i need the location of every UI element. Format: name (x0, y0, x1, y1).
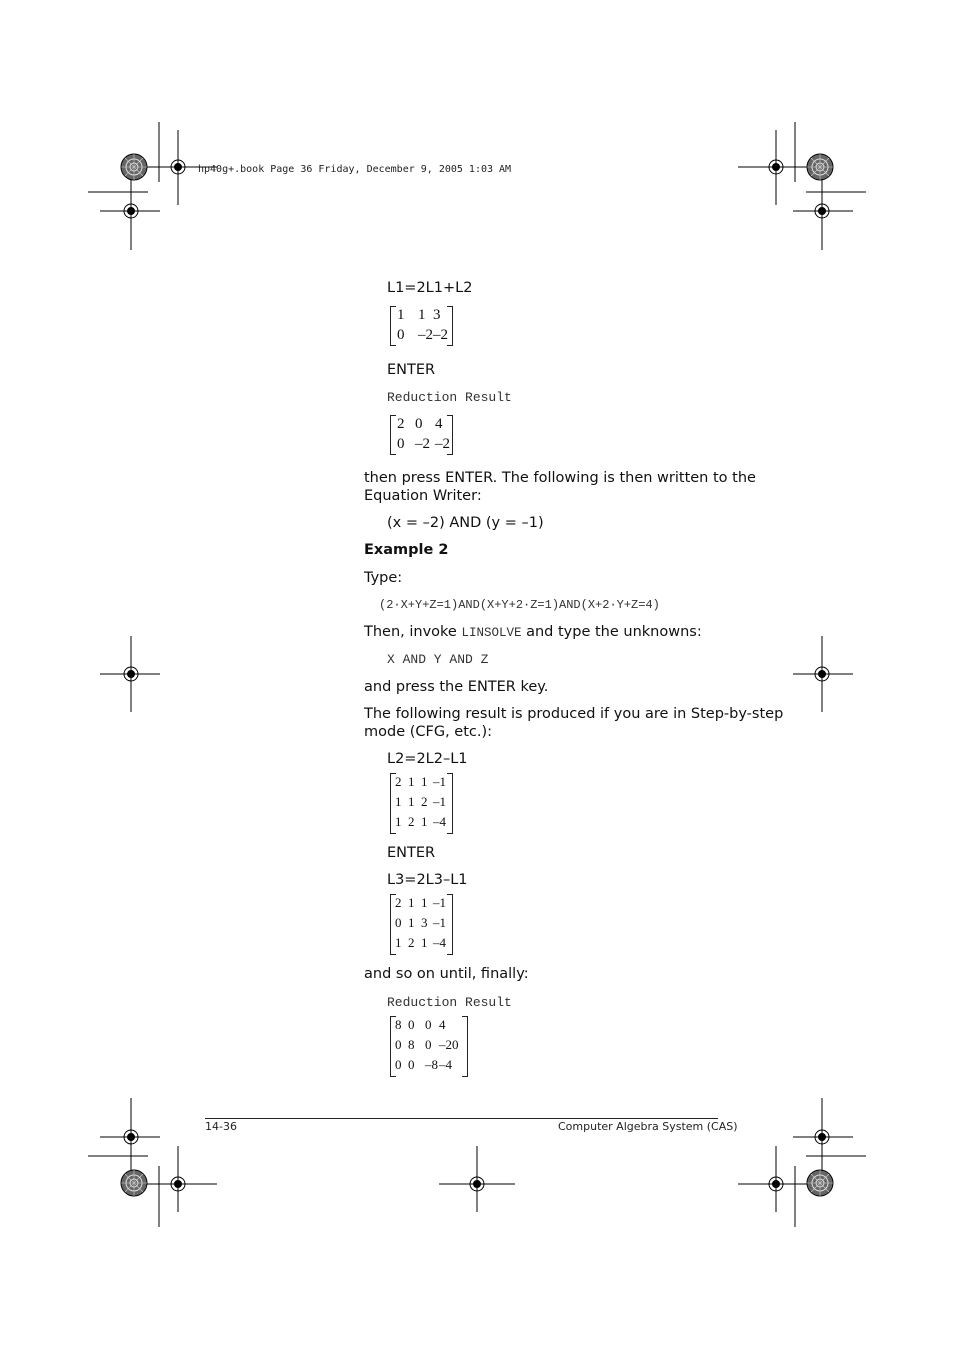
matrix-cell: 0 (397, 436, 405, 452)
para-then-line-1: then press ENTER. The following is then written to the (364, 470, 756, 486)
reduction-result-1: Reduction Result (387, 390, 512, 405)
matrix-cell: 1 (395, 935, 402, 950)
matrix-row (391, 894, 452, 914)
matrix-4 (390, 894, 453, 955)
matrix-cell: 1 (408, 895, 415, 910)
matrix-cell: –4 (439, 1057, 452, 1072)
matrix-row (391, 813, 452, 833)
matrix-cell: 0 (395, 1037, 402, 1052)
so-on-text: and so on until, finally: (364, 966, 529, 982)
chapter-title: Computer Algebra System (CAS) (558, 1120, 738, 1133)
invoke-line (364, 623, 702, 642)
page-number: 14-36 (205, 1120, 237, 1133)
para-following-line-1: The following result is produced if you are in Step-by-step (364, 706, 784, 722)
type-code: (2·X+Y+Z=1)AND(X+Y+2·Z=1)AND(X+2·Y+Z=4) (379, 598, 660, 612)
enter-label-1: ENTER (387, 362, 436, 378)
matrix-cell: –2 (418, 327, 433, 343)
matrix-cell: 2 (397, 416, 405, 432)
matrix-cell: –4 (433, 935, 446, 950)
matrix-cell: –2 (433, 327, 448, 343)
matrix-cell: 1 (421, 814, 428, 829)
linsolve-command: LINSOLVE (461, 626, 522, 640)
matrix-cell: 0 (425, 1017, 432, 1032)
matrix-row (391, 326, 452, 346)
matrix-cell: –20 (439, 1037, 459, 1052)
matrix-cell: 8 (395, 1017, 402, 1032)
matrix-cell: –1 (433, 895, 446, 910)
matrix-5 (390, 1016, 468, 1077)
matrix-cell: 1 (395, 814, 402, 829)
matrix-cell: 1 (418, 307, 426, 323)
matrix-row (391, 1036, 467, 1056)
invoke-text-after: and type the unknowns: (521, 624, 702, 640)
matrix-cell: 2 (395, 774, 402, 789)
step-l3: L3=2L3–L1 (387, 872, 468, 888)
matrix-row (391, 914, 452, 934)
footer-rule (205, 1118, 718, 1119)
matrix-cell: 1 (421, 895, 428, 910)
reduction-result-2: Reduction Result (387, 995, 512, 1010)
matrix-row (391, 1056, 467, 1076)
matrix-cell: 1 (408, 915, 415, 930)
press-enter-text: and press the ENTER key. (364, 679, 549, 695)
example-heading: Example 2 (364, 542, 449, 558)
matrix-cell: 0 (395, 915, 402, 930)
invoke-text-before: Then, invoke (364, 624, 462, 640)
matrix-cell: –1 (433, 915, 446, 930)
matrix-row (391, 773, 452, 793)
matrix-cell: –1 (433, 794, 446, 809)
matrix-row (391, 415, 452, 435)
matrix-cell: 2 (408, 814, 415, 829)
matrix-cell: –8 (425, 1057, 438, 1072)
type-label: Type: (364, 570, 403, 586)
matrix-3 (390, 773, 453, 834)
matrix-cell: –4 (433, 814, 446, 829)
matrix-cell: 1 (421, 774, 428, 789)
para-then-line-2: Equation Writer: (364, 488, 482, 504)
running-head: hp40g+.book Page 36 Friday, December 9, 2005 1:03 AM (198, 164, 512, 175)
step-l2: L2=2L2–L1 (387, 751, 468, 767)
result-expression: (x = –2) AND (y = –1) (387, 515, 544, 531)
step-l1: L1=2L1+L2 (387, 280, 473, 296)
matrix-cell: –1 (433, 774, 446, 789)
matrix-cell: 4 (435, 416, 443, 432)
matrix-cell: 1 (395, 794, 402, 809)
matrix-row (391, 934, 452, 954)
matrix-cell: 2 (421, 794, 428, 809)
matrix-cell: 3 (433, 307, 441, 323)
matrix-row (391, 793, 452, 813)
matrix-cell: 1 (408, 774, 415, 789)
matrix-cell: 0 (425, 1037, 432, 1052)
matrix-cell: 2 (408, 935, 415, 950)
matrix-1 (390, 306, 453, 346)
matrix-cell: 1 (397, 307, 405, 323)
matrix-cell: 8 (408, 1037, 415, 1052)
matrix-cell: 1 (421, 935, 428, 950)
matrix-row (391, 435, 452, 455)
matrix-cell: 0 (408, 1057, 415, 1072)
matrix-cell: 1 (408, 794, 415, 809)
matrix-cell: –2 (435, 436, 450, 452)
matrix-2 (390, 415, 453, 455)
matrix-cell: 0 (395, 1057, 402, 1072)
matrix-cell: 4 (439, 1017, 446, 1032)
matrix-cell: 0 (415, 416, 423, 432)
matrix-cell: 0 (397, 327, 405, 343)
matrix-cell: –2 (415, 436, 430, 452)
matrix-row (391, 1016, 467, 1036)
matrix-cell: 2 (395, 895, 402, 910)
unknowns-code: X AND Y AND Z (387, 652, 489, 667)
matrix-cell: 0 (408, 1017, 415, 1032)
para-following-line-2: mode (CFG, etc.): (364, 724, 493, 740)
matrix-row (391, 306, 452, 326)
enter-label-2: ENTER (387, 845, 436, 861)
matrix-cell: 3 (421, 915, 428, 930)
